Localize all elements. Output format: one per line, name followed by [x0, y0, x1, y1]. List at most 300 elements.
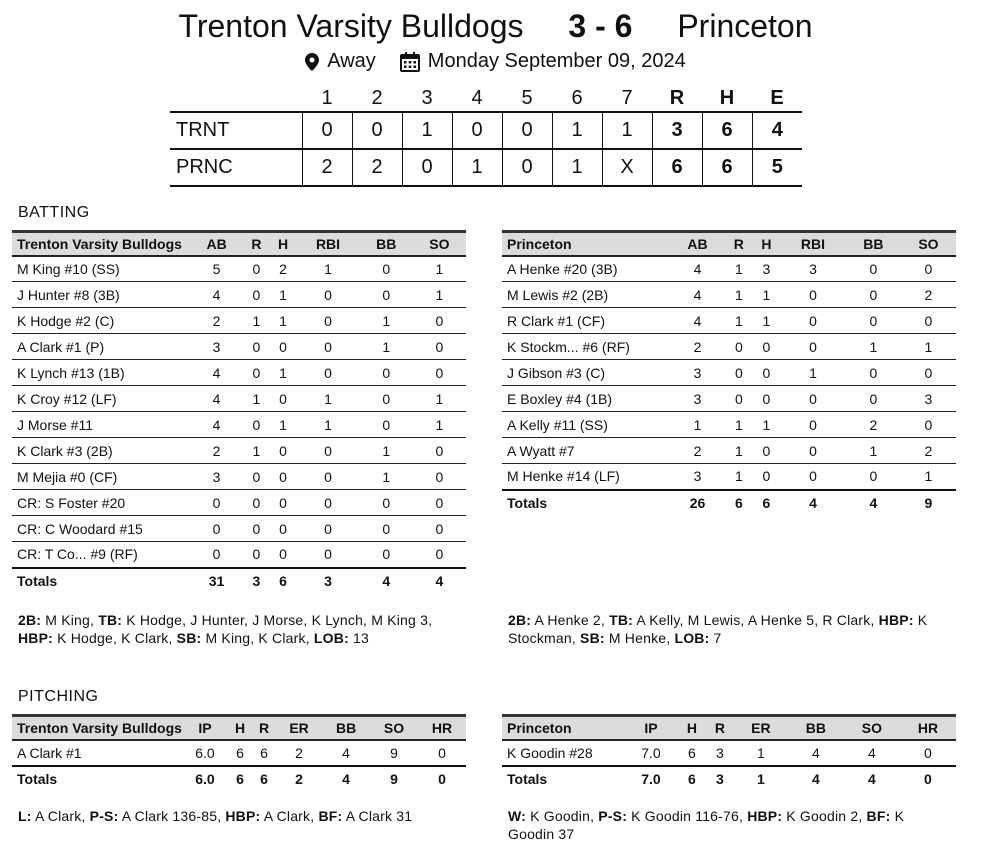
inning-score: 0 [502, 112, 552, 149]
totals-cell: 4 [844, 766, 900, 792]
stat-cell: 0 [413, 438, 466, 464]
stat-cell: 0 [190, 516, 243, 542]
column-header-er: ER [751, 719, 771, 736]
totals-cell: 1 [734, 766, 788, 792]
note-text: 13 [348, 630, 369, 646]
player-row [502, 740, 956, 766]
stat-cell: 0 [243, 516, 270, 542]
note-label: W: [508, 808, 527, 824]
player-row [12, 360, 466, 386]
stat-cell: 1 [296, 412, 359, 438]
stat-cell: 0 [725, 386, 753, 412]
note-label: BF: [318, 808, 343, 824]
column-header-bb: BB [805, 719, 826, 736]
inning-header: 1 [321, 87, 333, 109]
stat-cell: 0 [846, 464, 901, 490]
note-label: SB: [176, 630, 202, 646]
stat-cell: 0 [296, 464, 359, 490]
column-header-r: R [733, 235, 744, 252]
stat-cell: 1 [360, 438, 413, 464]
totals-cell: 9 [370, 766, 418, 792]
stat-cell: 3 [901, 386, 956, 412]
totals-cell: 3 [243, 568, 270, 594]
column-header-so: SO [861, 719, 882, 736]
totals-label: Totals [12, 766, 182, 792]
note-label: 2B: [508, 612, 532, 628]
totals-cell: 4 [846, 490, 901, 516]
runs-header: R [669, 87, 685, 109]
totals-row [502, 490, 956, 516]
stat-cell: 0 [413, 308, 466, 334]
note-text: K Stockman, [508, 612, 928, 646]
stat-cell: 0 [780, 386, 846, 412]
stat-cell: 0 [413, 464, 466, 490]
stat-cell: 2 [270, 256, 297, 282]
stat-cell: 1 [413, 386, 466, 412]
batting-section-label: BATTING [18, 204, 90, 221]
column-header-bb: BB [335, 719, 357, 736]
column-header-ab: AB [687, 235, 708, 252]
totals-cell: 6 [725, 490, 753, 516]
column-header-ip: IP [644, 719, 658, 736]
column-header-r: R [714, 719, 726, 736]
pitching-table-away [502, 714, 956, 792]
stat-cell: 0 [243, 464, 270, 490]
player-row [502, 464, 956, 490]
column-header-ip: IP [198, 719, 212, 736]
inning-score: 0 [402, 149, 452, 186]
inning-header: 4 [471, 87, 483, 109]
stat-cell: 0 [846, 308, 901, 334]
inning-header: 5 [521, 87, 533, 109]
errors-total: 5 [752, 149, 802, 186]
player-name: A Henke #20 (3B) [502, 256, 670, 282]
stat-cell: 0 [360, 386, 413, 412]
stat-cell: 0 [753, 360, 781, 386]
linescore-table [170, 86, 802, 187]
stat-cell: 3 [670, 360, 725, 386]
stat-cell: 0 [413, 490, 466, 516]
stat-cell: 3 [780, 256, 846, 282]
player-row [502, 308, 956, 334]
stat-cell: 2 [846, 412, 901, 438]
note-label: P-S: [89, 808, 119, 824]
note-text: K Goodin 116-76, [627, 808, 748, 824]
note-label: BF: [866, 808, 891, 824]
player-name: M King #10 (SS) [12, 256, 190, 282]
player-name: CR: T Co... #9 (RF) [12, 542, 190, 568]
player-name: CR: S Foster #20 [12, 490, 190, 516]
note-label: SB: [580, 630, 605, 646]
totals-cell: 4 [788, 766, 844, 792]
stat-cell: 0 [296, 438, 359, 464]
column-header-bb: BB [376, 235, 397, 252]
player-name: K Hodge #2 (C) [12, 308, 190, 334]
home-team-name: Trenton Varsity Bulldogs [178, 8, 524, 44]
stat-cell: 0 [243, 360, 270, 386]
stat-cell: 1 [725, 412, 753, 438]
stat-cell: 0 [270, 490, 297, 516]
game-header [0, 6, 991, 73]
stat-cell: 5 [190, 256, 243, 282]
stat-cell: 0 [360, 282, 413, 308]
inning-score: 1 [552, 112, 602, 149]
player-name: A Wyatt #7 [502, 438, 670, 464]
stat-cell: 3 [190, 334, 243, 360]
date-text: Monday September 09, 2024 [427, 50, 686, 72]
team-name-header: Princeton [507, 719, 572, 736]
pitching-notes-home [18, 807, 470, 825]
pitching-section-label: PITCHING [18, 688, 99, 705]
totals-cell: 9 [901, 490, 956, 516]
stat-cell: 4 [844, 740, 900, 766]
stat-cell: 0 [190, 490, 243, 516]
stat-cell: 1 [734, 740, 788, 766]
inning-header: 3 [421, 87, 433, 109]
totals-cell: 6 [252, 766, 276, 792]
player-row [502, 438, 956, 464]
column-header-so: SO [383, 719, 405, 736]
stat-cell: 0 [296, 490, 359, 516]
stat-cell: 0 [725, 360, 753, 386]
inning-score: 1 [602, 112, 652, 149]
column-header-bb: BB [863, 235, 884, 252]
stat-cell: 0 [243, 334, 270, 360]
stat-cell: 0 [243, 412, 270, 438]
linescore-row-away [170, 149, 802, 186]
totals-cell: 2 [276, 766, 322, 792]
stat-cell: 0 [270, 516, 297, 542]
column-header-r: R [251, 235, 262, 252]
stat-cell: 3 [190, 464, 243, 490]
stat-cell: 3 [706, 740, 734, 766]
batting-table-away [502, 230, 956, 516]
player-name: K Clark #3 (2B) [12, 438, 190, 464]
column-header-er: ER [289, 719, 309, 736]
stat-cell: 7.0 [624, 740, 678, 766]
stat-cell: 1 [753, 282, 781, 308]
totals-label: Totals [502, 490, 670, 516]
stat-cell: 1 [270, 282, 297, 308]
player-name: A Kelly #11 (SS) [502, 412, 670, 438]
stat-cell: 6 [678, 740, 706, 766]
player-row [502, 256, 956, 282]
stat-cell: 1 [901, 334, 956, 360]
stat-cell: 1 [725, 256, 753, 282]
runs-total: 3 [652, 112, 702, 149]
inning-header: 7 [621, 87, 633, 109]
stat-cell: 4 [670, 308, 725, 334]
column-header-h: H [234, 719, 246, 736]
stat-cell: 1 [270, 412, 297, 438]
stat-cell: 0 [360, 490, 413, 516]
stat-cell: 0 [413, 360, 466, 386]
column-header-rbi: RBI [315, 235, 341, 252]
pitching-header-row [12, 716, 466, 740]
stat-cell: 0 [753, 386, 781, 412]
stat-cell: 0 [900, 740, 956, 766]
player-name: K Croy #12 (LF) [12, 386, 190, 412]
totals-cell: 0 [418, 766, 466, 792]
note-text: K Goodin, [526, 808, 599, 824]
stat-cell: 1 [296, 256, 359, 282]
stat-cell: 1 [360, 334, 413, 360]
stat-cell: 4 [190, 282, 243, 308]
inning-score: 0 [302, 112, 352, 149]
player-row [12, 386, 466, 412]
away-team-name: Princeton [677, 8, 813, 44]
player-name: R Clark #1 (CF) [502, 308, 670, 334]
stat-cell: 2 [276, 740, 322, 766]
game-date [400, 50, 686, 73]
stat-cell: 1 [846, 438, 901, 464]
totals-cell: 6 [228, 766, 252, 792]
stat-cell: 0 [780, 438, 846, 464]
batting-notes-away [508, 611, 938, 647]
stat-cell: 0 [360, 412, 413, 438]
player-row [12, 516, 466, 542]
totals-row [12, 568, 466, 594]
stat-cell: 1 [360, 308, 413, 334]
player-name: M Lewis #2 (2B) [502, 282, 670, 308]
player-row [502, 282, 956, 308]
inning-header: 2 [371, 87, 383, 109]
player-name: E Boxley #4 (1B) [502, 386, 670, 412]
player-row [12, 490, 466, 516]
team-name-header: Trenton Varsity Bulldogs [17, 235, 182, 252]
stat-cell: 0 [901, 412, 956, 438]
stat-cell: 0 [846, 282, 901, 308]
totals-cell: 31 [190, 568, 243, 594]
inning-header: 6 [571, 87, 583, 109]
note-label: LOB: [674, 630, 710, 646]
linescore-header-team [170, 86, 302, 112]
inning-score: 0 [502, 149, 552, 186]
player-name: K Goodin #28 [502, 740, 624, 766]
hits-total: 6 [702, 149, 752, 186]
stat-cell: 1 [296, 386, 359, 412]
totals-cell: 4 [322, 766, 370, 792]
stat-cell: 1 [725, 308, 753, 334]
stat-cell: 1 [753, 412, 781, 438]
stat-cell: 0 [846, 360, 901, 386]
note-text: K Goodin 2, [782, 808, 867, 824]
stat-cell: 0 [296, 360, 359, 386]
stat-cell: 1 [413, 282, 466, 308]
inning-score: 0 [452, 112, 502, 149]
note-text: K Hodge, K Clark, [53, 630, 177, 646]
stat-cell: 1 [243, 386, 270, 412]
totals-cell: 6 [678, 766, 706, 792]
inning-score: X [602, 149, 652, 186]
totals-cell: 26 [670, 490, 725, 516]
stat-cell: 6.0 [182, 740, 228, 766]
note-text: A Henke 2, [531, 612, 610, 628]
linescore-row-home [170, 112, 802, 149]
totals-cell: 4 [780, 490, 846, 516]
pitching-notes-away [508, 807, 948, 843]
stat-cell: 1 [670, 412, 725, 438]
column-header-h: H [761, 235, 772, 252]
column-header-r: R [258, 719, 270, 736]
stat-cell: 0 [901, 308, 956, 334]
stat-cell: 0 [360, 360, 413, 386]
column-header-ab: AB [206, 235, 227, 252]
player-row [502, 360, 956, 386]
player-name: A Clark #1 (P) [12, 334, 190, 360]
stat-cell: 2 [190, 308, 243, 334]
stat-cell: 4 [670, 256, 725, 282]
errors-total: 4 [752, 112, 802, 149]
stat-cell: 2 [901, 438, 956, 464]
stat-cell: 0 [360, 516, 413, 542]
linescore-header [170, 86, 802, 112]
player-row [12, 256, 466, 282]
player-row [12, 412, 466, 438]
batting-header-row [502, 232, 956, 256]
inning-score: 1 [452, 149, 502, 186]
stat-cell: 0 [270, 334, 297, 360]
totals-cell: 3 [706, 766, 734, 792]
stat-cell: 1 [846, 334, 901, 360]
totals-cell: 6 [753, 490, 781, 516]
player-name: K Stockm... #6 (RF) [502, 334, 670, 360]
stat-cell: 0 [243, 490, 270, 516]
stat-cell: 0 [270, 438, 297, 464]
stat-cell: 0 [360, 256, 413, 282]
stat-cell: 1 [413, 256, 466, 282]
stat-cell: 1 [413, 412, 466, 438]
stat-cell: 1 [243, 308, 270, 334]
batting-header-row [12, 232, 466, 256]
stat-cell: 1 [360, 464, 413, 490]
stat-cell: 0 [901, 360, 956, 386]
note-text: M Henke, [604, 630, 675, 646]
stat-cell: 0 [296, 334, 359, 360]
stat-cell: 0 [780, 334, 846, 360]
stat-cell: 0 [360, 542, 413, 568]
stat-cell: 1 [753, 308, 781, 334]
player-name: A Clark #1 [12, 740, 182, 766]
pitching-header-row [502, 716, 956, 740]
final-score: 3 - 6 [568, 8, 633, 44]
player-name: CR: C Woodard #15 [12, 516, 190, 542]
map-pin-icon [305, 53, 319, 71]
stat-cell: 0 [780, 282, 846, 308]
game-info [0, 50, 991, 73]
note-text: A Clark 136-85, [118, 808, 226, 824]
stat-cell: 0 [413, 516, 466, 542]
column-header-hr: HR [431, 719, 453, 736]
stat-cell: 0 [418, 740, 466, 766]
stat-cell: 1 [725, 438, 753, 464]
player-row [502, 412, 956, 438]
totals-label: Totals [502, 766, 624, 792]
stat-cell: 0 [780, 464, 846, 490]
column-header-h: H [277, 235, 289, 252]
column-header-so: SO [429, 235, 450, 252]
stat-cell: 0 [413, 542, 466, 568]
player-row [12, 542, 466, 568]
note-label: TB: [609, 612, 634, 628]
stat-cell: 0 [270, 386, 297, 412]
stat-cell: 0 [725, 334, 753, 360]
totals-cell: 6.0 [182, 766, 228, 792]
game-title [0, 6, 991, 46]
stat-cell: 2 [670, 438, 725, 464]
location-text: Away [327, 50, 376, 72]
inning-score: 2 [352, 149, 402, 186]
note-label: LOB: [313, 630, 349, 646]
note-text: 7 [709, 630, 722, 646]
stat-cell: 1 [270, 360, 297, 386]
stat-cell: 0 [243, 282, 270, 308]
stat-cell: 0 [296, 308, 359, 334]
note-text: A Clark, [31, 808, 90, 824]
stat-cell: 1 [725, 464, 753, 490]
column-header-rbi: RBI [800, 235, 826, 252]
player-row [502, 386, 956, 412]
stat-cell: 2 [901, 282, 956, 308]
note-label: HBP: [878, 612, 914, 628]
player-name: J Morse #11 [12, 412, 190, 438]
note-label: HBP: [18, 630, 54, 646]
note-label: P-S: [598, 808, 628, 824]
inning-score: 1 [402, 112, 452, 149]
player-name: K Lynch #13 (1B) [12, 360, 190, 386]
stat-cell: 9 [370, 740, 418, 766]
totals-label: Totals [12, 568, 190, 594]
player-row [502, 334, 956, 360]
totals-cell: 3 [296, 568, 359, 594]
note-text: A Clark 31 [342, 808, 413, 824]
note-text: K Hodge, J Hunter, J Morse, K Lynch, M King 3, [122, 612, 433, 628]
note-label: HBP: [747, 808, 783, 824]
player-row [12, 438, 466, 464]
stat-cell: 0 [270, 542, 297, 568]
stat-cell: 0 [243, 256, 270, 282]
stat-cell: 1 [270, 308, 297, 334]
stat-cell: 0 [753, 438, 781, 464]
player-row [12, 334, 466, 360]
stat-cell: 0 [901, 256, 956, 282]
note-text: A Kelly, M Lewis, A Henke 5, R Clark, [633, 612, 879, 628]
stat-cell: 3 [670, 386, 725, 412]
team-name-header: Trenton Varsity Bulldogs [17, 719, 182, 736]
stat-cell: 0 [413, 334, 466, 360]
totals-cell: 4 [413, 568, 466, 594]
totals-row [502, 766, 956, 792]
totals-row [12, 766, 466, 792]
stat-cell: 0 [190, 542, 243, 568]
stat-cell: 2 [670, 334, 725, 360]
game-location [305, 50, 376, 73]
note-text: K Goodin 37 [508, 808, 905, 842]
note-label: TB: [98, 612, 123, 628]
note-label: 2B: [18, 612, 42, 628]
hits-header: H [719, 87, 735, 109]
stat-cell: 1 [901, 464, 956, 490]
column-header-h: H [686, 719, 697, 736]
stat-cell: 0 [296, 516, 359, 542]
totals-cell: 6 [270, 568, 297, 594]
stat-cell: 0 [753, 334, 781, 360]
runs-total: 6 [652, 149, 702, 186]
stat-cell: 0 [780, 308, 846, 334]
column-header-hr: HR [917, 719, 939, 736]
batting-table-home [12, 230, 466, 594]
team-name-header: Princeton [507, 235, 572, 252]
